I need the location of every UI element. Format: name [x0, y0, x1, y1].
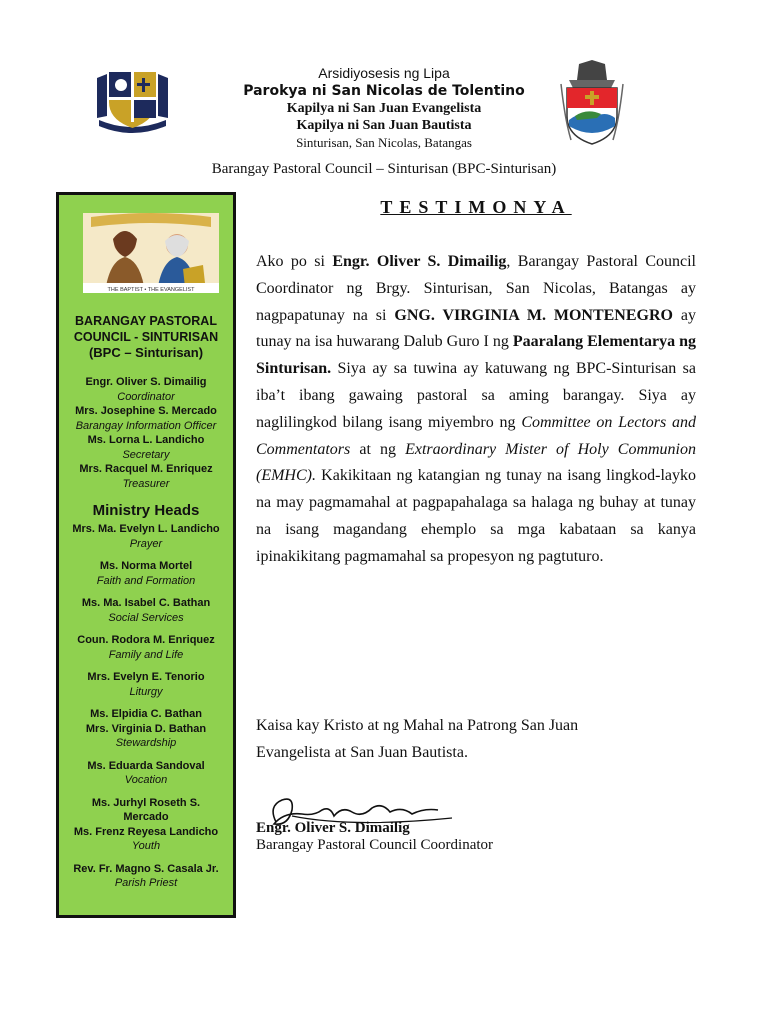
council-sidebar — [56, 192, 236, 918]
council-name: Barangay Pastoral Council – Sinturisan (BPC-Sinturisan) — [211, 161, 557, 177]
ministry-head-name: Ms. Eduarda Sandoval — [87, 759, 205, 772]
letterhead — [0, 0, 768, 185]
archdiocese-coat-of-arms — [557, 60, 627, 145]
letter-body — [256, 249, 696, 571]
officer-name: Engr. Oliver S. Dimailig — [85, 376, 207, 388]
signer-name: Engr. Oliver S. Dimailig — [256, 820, 410, 836]
ministry-head-name: Ms. Norma Mortel — [99, 560, 193, 572]
officer-role: Barangay Information Officer — [75, 419, 217, 432]
honoree-name: GNG. VIRGINIA M. MONTENEGRO — [394, 306, 673, 324]
school-name: Paaralang Elementarya ng Sinturisan. — [256, 333, 696, 378]
sidebar-title — [59, 313, 233, 361]
chapel-name-bautista: Kapilya ni San Juan Bautista — [296, 118, 472, 133]
ministry-head-name: Ms. Ma. Isabel C. Bathan — [81, 597, 211, 609]
closing-line: Kaisa kay Kristo at ng Mahal na Patrong San Juan — [256, 717, 579, 734]
ministry-entry — [59, 796, 233, 854]
officer-role: Coordinator — [117, 390, 175, 403]
ministry-role: Faith and Formation — [96, 574, 196, 587]
sidebar-title-line: (BPC – Sinturisan) — [88, 345, 204, 360]
closing-paragraph — [256, 713, 696, 767]
ministry-head-name: Ms. Elpidia C. Bathan — [90, 708, 202, 720]
ministry-head-name: Mrs. Virginia D. Bathan — [85, 722, 207, 735]
ministry-head-name: Mercado — [123, 811, 169, 823]
sidebar-title-line: BARANGAY PASTORAL — [75, 314, 217, 328]
closing-line: Evangelista at San Juan Bautista. — [256, 743, 468, 761]
ministry-role: Parish Priest — [114, 877, 178, 889]
sidebar-title-line: COUNCIL - SINTURISAN — [73, 330, 219, 344]
ministry-head-name: Mrs. Ma. Evelyn L. Landicho — [72, 523, 220, 535]
committee-name: Committee on Lectors and Commentators — [256, 413, 696, 458]
ministry-heads-heading: Ministry Heads — [92, 502, 200, 519]
parish-name: Parokya ni San Nicolas de Tolentino — [243, 83, 525, 99]
ministry-head-name: Coun. Rodora M. Enriquez — [77, 634, 215, 646]
ministry-head-name: Mrs. Evelyn E. Tenorio — [87, 671, 205, 683]
ministry-role: Family and Life — [108, 648, 184, 661]
ministry-head-name: Ms. Jurhyl Roseth S. — [91, 796, 201, 809]
ministry-role: Youth — [131, 840, 161, 852]
ministry-head-name: Rev. Fr. Magno S. Casala Jr. — [73, 862, 219, 875]
parish-logo — [95, 68, 170, 134]
ministry-head-name: Ms. Frenz Reyesa Landicho — [73, 825, 219, 838]
ministry-entry — [59, 596, 233, 625]
ministry-entry — [59, 670, 233, 699]
officer-name: Mrs. Josephine S. Mercado — [75, 405, 217, 417]
letter-title: TESTIMONYA — [380, 197, 572, 217]
ministry-role: Vocation — [124, 774, 168, 786]
officer-role: Treasurer — [122, 477, 170, 490]
saints-caption: THE BAPTIST • THE EVANGELIST — [107, 287, 195, 293]
ministry-entry — [59, 862, 233, 891]
ministry-role: Social Services — [108, 611, 184, 624]
body-text: ay tunay na isa huwarang Dalub Guro I ng — [256, 306, 697, 351]
body-text: at ng — [350, 440, 406, 458]
ministry-role: Liturgy — [129, 685, 163, 698]
officer-name: Ms. Lorna L. Landicho — [87, 434, 205, 446]
officer-entry — [59, 462, 233, 491]
body-text: Ako po si — [256, 253, 333, 270]
officer-entry — [59, 404, 233, 433]
ministry-role: Stewardship — [115, 737, 177, 749]
ministry-role: Prayer — [129, 537, 163, 550]
ministry-entry — [59, 522, 233, 551]
ministry-entry — [59, 707, 233, 751]
ministry-entry — [59, 559, 233, 588]
parish-location: Sinturisan, San Nicolas, Batangas — [296, 135, 472, 150]
archdiocese-name: Arsidiyosesis ng Lipa — [318, 65, 450, 81]
officers-list — [59, 375, 233, 491]
ministry-entry — [59, 633, 233, 662]
ministry-heads-list — [59, 522, 233, 899]
officer-role: Secretary — [122, 448, 170, 461]
officer-entry — [59, 375, 233, 404]
signer-title: Barangay Pastoral Council Coordinator — [256, 837, 494, 853]
testimony-paragraph — [256, 249, 696, 571]
officer-entry — [59, 433, 233, 462]
saints-image — [83, 213, 219, 293]
body-text: Kakikitaan ng katangian ng tunay na isang lingkod-layko na may pagmamahal at pagpapahalaga sa halaga ng buhay at tunay na isang magandang ehemplo sa mga kabataan sa kanya ipinakikitang pagmamahal sa propesyon ng pagtuturo. — [256, 467, 696, 565]
officer-name: Mrs. Racquel M. Enriquez — [79, 463, 213, 475]
signer-name-inline: Engr. Oliver S. Dimailig — [332, 253, 507, 270]
emhc-name: Extraordinary Mister of Holy Communion (EMHC). — [256, 440, 697, 485]
chapel-name-evangelista: Kapilya ni San Juan Evangelista — [286, 101, 482, 116]
ministry-entry — [59, 759, 233, 788]
body-text: , Barangay Pastoral Council Coordinator ng Brgy. Sinturisan, San Nicolas, Batangas ay nagpapatunay na si — [256, 253, 696, 324]
body-text: Siya ay sa tuwina ay katuwang ng BPC-Sinturisan sa iba’t ibang gawaing pastoral sa aming barangay. Siya ay naglilingkod bilang isang miyembro ng — [256, 360, 696, 431]
